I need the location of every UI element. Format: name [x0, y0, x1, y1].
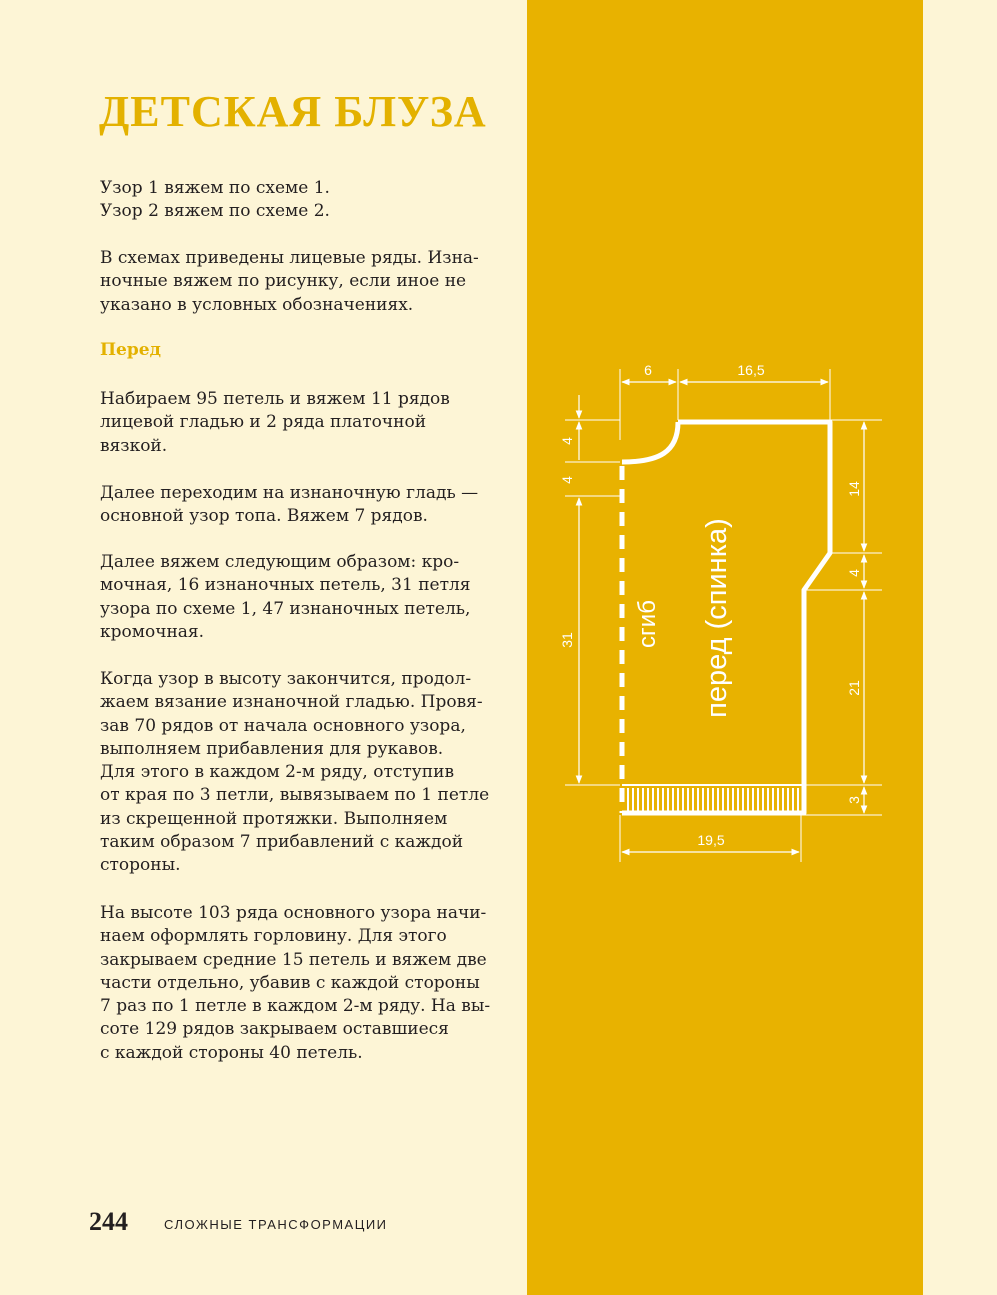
dim-right-step: 4: [846, 569, 862, 577]
dim-top-neck: 6: [644, 362, 652, 378]
dim-right-band: 3: [846, 796, 862, 804]
label-piece: перед (спинка): [701, 518, 733, 718]
rib-band: [628, 788, 798, 811]
text-block-5: Далее вяжем следующим образом: кро- мочная, 16 изнаночных петель, 31 петля узора по схеме 1, 47 изнаночных петель, кромочная.: [100, 552, 471, 642]
text-block-2: В схемах приведены лицевые ряды. Изна- ночные вяжем по рисунку, если иное не указано в условных обозначениях.: [100, 248, 479, 315]
page-title: ДЕТСКАЯ БЛУЗА: [99, 87, 487, 136]
page-number: 244: [89, 1207, 128, 1236]
text-block-3: Набираем 95 петель и вяжем 11 рядов лицевой гладью и 2 ряда платочной вязкой.: [100, 389, 450, 456]
section-heading: Перед: [100, 340, 161, 360]
dim-right-sleeve: 14: [846, 481, 862, 497]
dim-top-shoulder: 16,5: [737, 362, 765, 378]
footer-section-title: СЛОЖНЫЕ ТРАНСФОРМАЦИИ: [164, 1217, 388, 1232]
dim-left-body: 31: [559, 632, 575, 648]
text-block-6: Когда узор в высоту закончится, продол- жаем вязание изнаночной гладью. Провя- зав 70 рядов от начала основного узора, выполняем прибавления для рукавов. Для этого в каждом 2-м ряду, отступив от края по 3 петли, вывязываем по 1 петле из скрещенной протяжки. Выполняем таким образом 7 прибавлений с каждой стороны.: [100, 669, 490, 876]
dim-left-neck-upper: 4: [559, 437, 575, 445]
pattern-scheme: [527, 0, 923, 1295]
dim-right-body: 21: [846, 680, 862, 696]
dim-left-neck-lower: 4: [559, 476, 575, 484]
label-fold: сгиб: [634, 600, 661, 648]
text-block-1: Узор 1 вяжем по схеме 1. Узор 2 вяжем по схеме 2.: [100, 178, 330, 222]
text-block-4: Далее переходим на изнаночную гладь — основной узор топа. Вяжем 7 рядов.: [100, 483, 479, 527]
dim-bottom-width: 19,5: [697, 832, 725, 848]
text-block-7: На высоте 103 ряда основного узора начи- наем оформлять горловину. Для этого закрываем средние 15 петель и вяжем две части отдельно, убавив с каждой стороны 7 раз по 1 петле в каждом 2-м ряду. На вы- соте 129 рядов закрываем оставшиеся с каждой стороны 40 петель.: [100, 903, 491, 1063]
